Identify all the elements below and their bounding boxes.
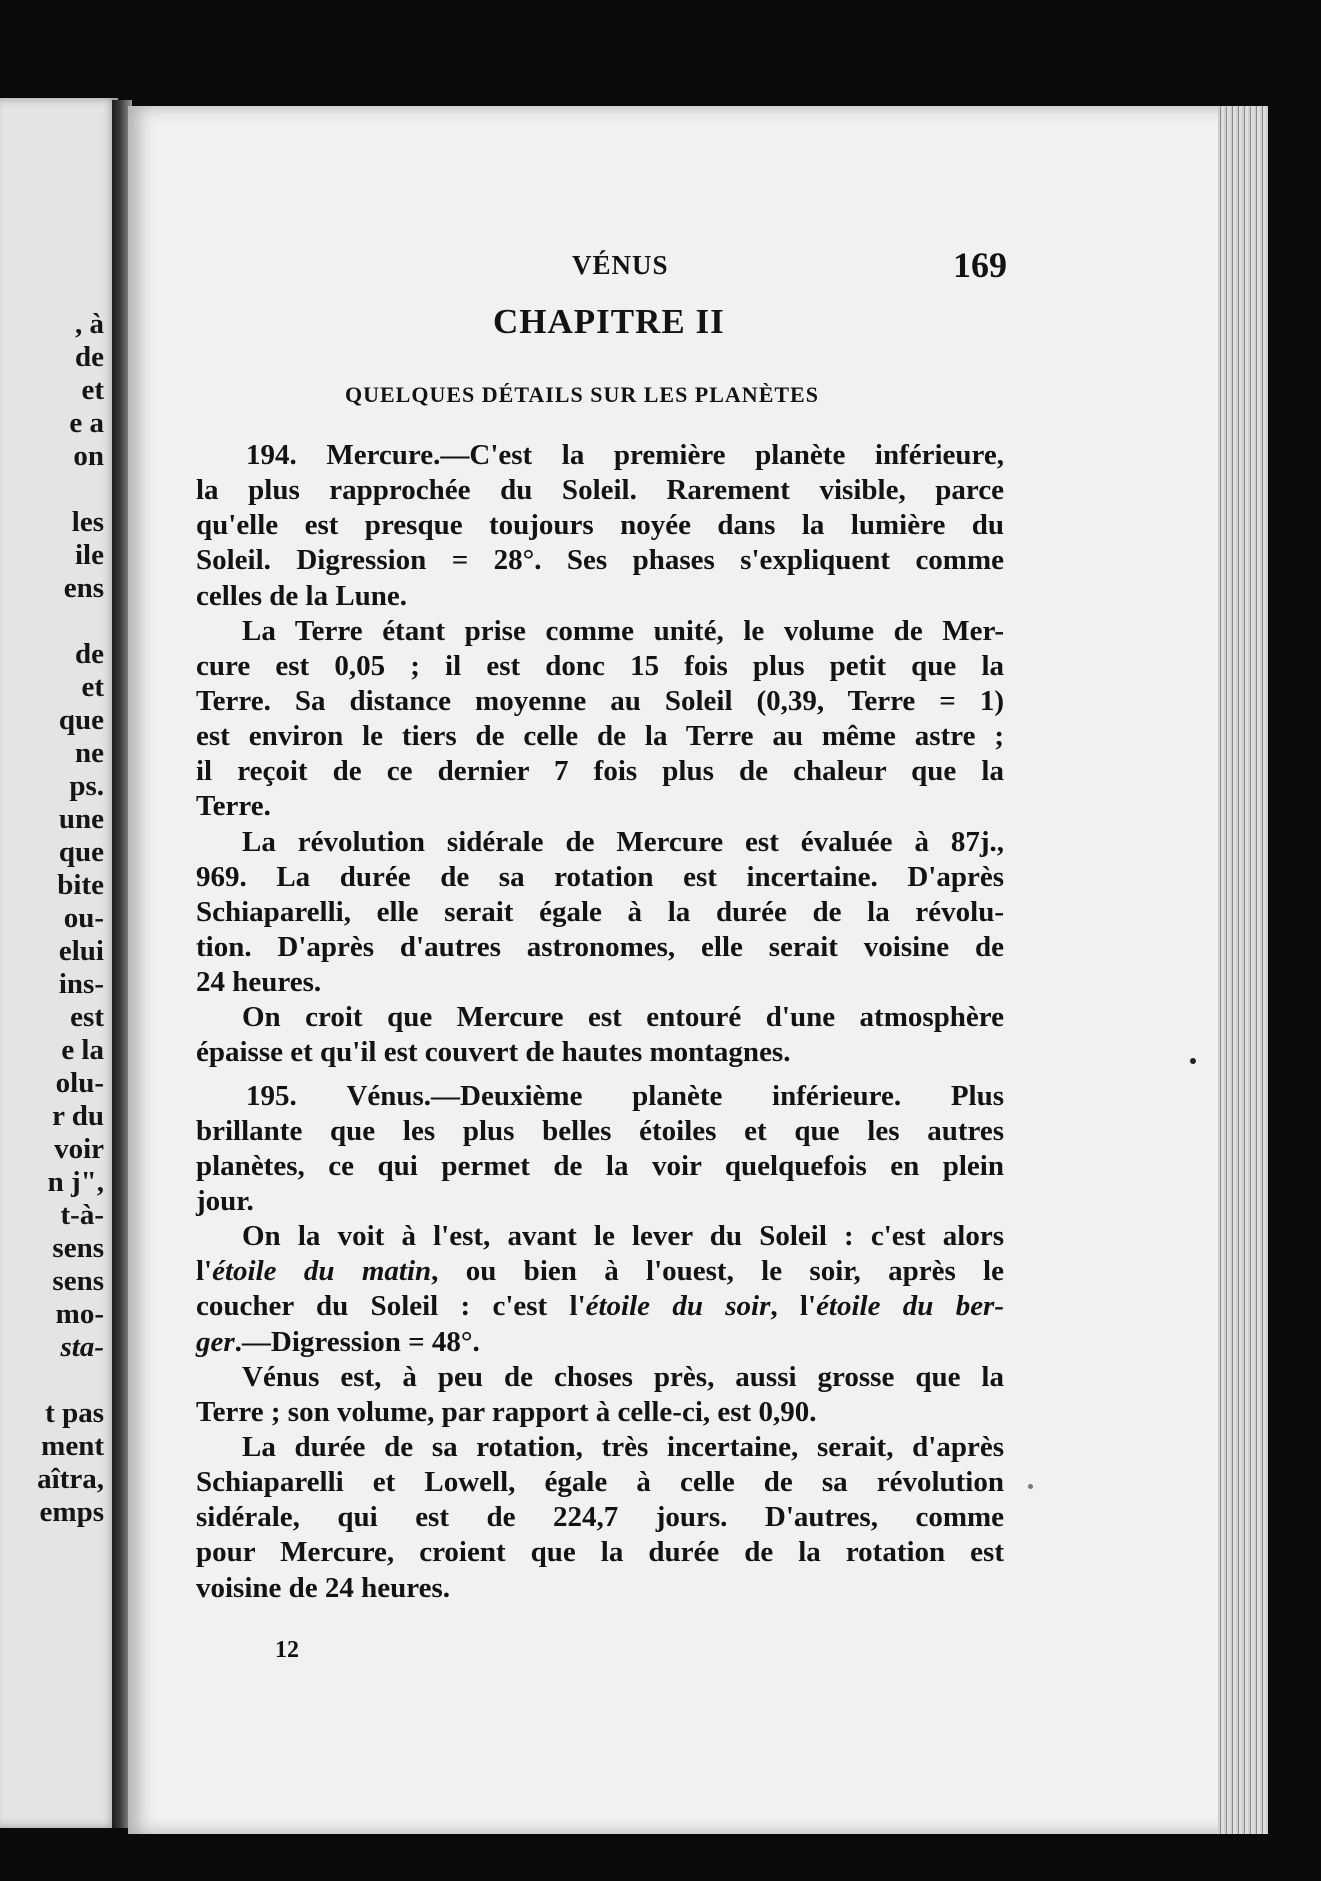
line-text: .—Digression = 48°. (234, 1325, 480, 1358)
line-fragment: e a (69, 407, 104, 439)
line-fragment: une (58, 803, 104, 835)
paragraph (196, 1219, 1004, 1360)
line-text: —Deuxième planète inférieure. Plus (431, 1079, 1004, 1112)
line-fragment: t-à- (60, 1199, 104, 1231)
line-fragment: ens (63, 572, 104, 604)
line-fragment: e la (61, 1034, 104, 1066)
line-fragment: mo- (55, 1298, 104, 1330)
line-fragment: ins- (58, 968, 104, 1000)
line-fragment: ps. (69, 770, 104, 802)
line-fragment: de (75, 341, 104, 373)
text-line: voisine de 24 heures. (196, 1571, 451, 1604)
paragraph-heading: Vénus. (346, 1079, 432, 1112)
line-fragment: est (70, 1001, 104, 1033)
italic-term: étoile du ber- (816, 1290, 1005, 1323)
previous-page-edge (0, 98, 118, 1828)
paragraph (196, 614, 1004, 825)
ink-speck (1190, 1058, 1196, 1064)
line-fragment: t pas (45, 1397, 104, 1429)
ink-speck (1028, 1484, 1033, 1489)
text-line: 24 heures. (196, 966, 322, 999)
section-title: QUELQUES DÉTAILS SUR LES PLANÈTES (345, 382, 819, 407)
text-line (196, 1289, 1004, 1324)
italic-term: ger (196, 1325, 235, 1358)
text-line: On la voit à l'est, avant le lever du Soleil : c'est alors (242, 1220, 1004, 1253)
text-line: Vénus est, à peu de choses près, aussi grosse que la (242, 1360, 1004, 1393)
text-line: Terre. (196, 790, 271, 823)
line-text: —C'est la première planète inférieure, (440, 439, 1005, 471)
line-fragment: on (73, 440, 104, 472)
text-line (196, 1254, 1004, 1289)
running-title: VÉNUS (572, 250, 669, 280)
paragraph-194 (196, 438, 1004, 614)
line-fragment: sta- (60, 1331, 104, 1363)
line-text: coucher du Soleil : c'est l' (196, 1290, 586, 1323)
text-line: celles de la Lune. (196, 579, 408, 612)
line-fragment: ment (41, 1430, 104, 1462)
text-line: cure est 0,05 ; il est donc 15 fois plus petit que la (196, 649, 1004, 682)
line-fragment: olu- (55, 1067, 104, 1099)
text-line: planètes, ce qui permet de la voir quelquefois en plein (196, 1149, 1004, 1182)
text-line (196, 1079, 1004, 1114)
text-line: Terre ; son volume, par rapport à celle-ci, est 0,90. (196, 1395, 817, 1428)
line-fragment: que (58, 704, 104, 736)
line-gap (0, 1364, 104, 1397)
text-line: épaisse et qu'il est couvert de hautes montagnes. (196, 1036, 791, 1069)
line-fragment: emps (39, 1496, 104, 1528)
line-fragment: les (71, 506, 104, 538)
line-fragment: sens (52, 1265, 104, 1297)
paragraph-number: 195. (246, 1079, 297, 1112)
line-fragment: , à (75, 308, 104, 340)
text-line: La Terre étant prise comme unité, le volume de Mer- (242, 614, 1004, 647)
paragraph-195 (196, 1079, 1004, 1220)
paragraph (196, 1430, 1004, 1606)
line-fragment: voir (54, 1133, 104, 1165)
text-line: jour. (196, 1184, 254, 1217)
text-line: est environ le tiers de celle de la Terre au même astre ; (196, 720, 1004, 753)
line-text: l' (196, 1255, 213, 1288)
text-line: la plus rapprochée du Soleil. Rarement visible, parce (196, 474, 1004, 507)
line-fragment: ou- (63, 902, 104, 934)
line-fragment: aîtra, (37, 1463, 104, 1495)
line-fragment: n j", (47, 1166, 104, 1198)
text-line: pour Mercure, croient que la durée de la rotation est (196, 1536, 1004, 1569)
paragraph-gap (196, 1071, 1004, 1079)
text-line: La durée de sa rotation, très incertaine, serait, d'après (242, 1430, 1004, 1463)
text-line: qu'elle est presque toujours noyée dans la lumière du (196, 509, 1004, 542)
line-fragment: et (81, 671, 104, 703)
page-number: 169 (953, 245, 1007, 285)
text-line: il reçoit de ce dernier 7 fois plus de chaleur que la (196, 755, 1004, 788)
line-fragment: et (81, 374, 104, 406)
text-line: 969. La durée de sa rotation est incertaine. D'après (196, 860, 1004, 893)
paragraph-number: 194. (246, 439, 297, 471)
line-fragment: que (58, 836, 104, 868)
paragraph (196, 825, 1004, 1001)
text-line: Schiaparelli, elle serait égale à la durée de la révolu- (196, 895, 1004, 928)
text-line: La révolution sidérale de Mercure est évaluée à 87j., (242, 825, 1004, 858)
chapter-title: CHAPITRE II (493, 302, 725, 341)
line-fragment: ne (75, 737, 104, 769)
page-stack-edge (1218, 106, 1268, 1834)
line-fragment: ile (75, 539, 104, 571)
line-text: , l' (770, 1290, 817, 1323)
line-fragment: elui (58, 935, 104, 967)
line-fragment: r du (52, 1100, 104, 1132)
italic-term: étoile du soir (585, 1290, 771, 1323)
signature-mark: 12 (275, 1637, 299, 1663)
text-line: On croit que Mercure est entouré d'une atmosphère (242, 1001, 1004, 1034)
text-line (196, 1325, 1004, 1360)
paragraph-heading: Mercure. (326, 439, 441, 471)
text-line: brillante que les plus belles étoiles et que les autres (196, 1114, 1004, 1147)
line-gap (0, 473, 104, 506)
text-line: tion. D'après d'autres astronomes, elle serait voisine de (196, 930, 1004, 963)
line-fragment: sens (52, 1232, 104, 1264)
previous-page-line-ends (0, 308, 104, 1529)
text-line: Soleil. Digression = 28°. Ses phases s'expliquent comme (196, 544, 1004, 577)
line-gap (0, 605, 104, 638)
text-line: sidérale, qui est de 224,7 jours. D'autres, comme (196, 1501, 1004, 1534)
paragraph (196, 1000, 1004, 1070)
text-line: Terre. Sa distance moyenne au Soleil (0,39, Terre = 1) (196, 684, 1004, 717)
italic-term: étoile du matin (212, 1255, 432, 1288)
paragraph (196, 1360, 1004, 1430)
body-text (196, 438, 1004, 1606)
text-line (196, 438, 1004, 473)
text-line: Schiaparelli et Lowell, égale à celle de sa révolution (196, 1466, 1004, 1499)
line-text: , ou bien à l'ouest, le soir, après le (431, 1255, 1004, 1288)
line-fragment: bite (57, 869, 104, 901)
line-fragment: de (75, 638, 104, 670)
